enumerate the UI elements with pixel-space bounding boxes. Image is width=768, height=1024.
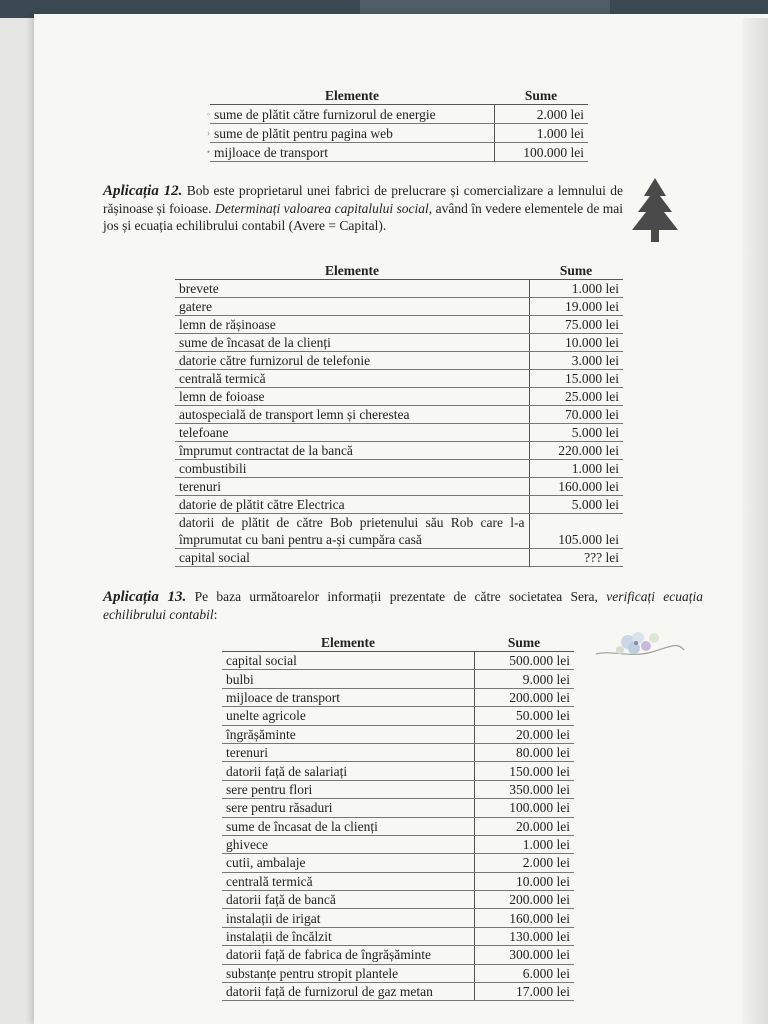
table-row	[200, 105, 588, 124]
table-cell-element: centrală termică	[175, 370, 529, 388]
table-row	[175, 280, 623, 298]
table-cell-element: cutii, ambalaje	[222, 854, 474, 872]
table-cell-element: unelte agricole	[222, 707, 474, 725]
table-cell-element: sere pentru flori	[222, 780, 474, 798]
table-row	[222, 909, 574, 927]
table-row	[222, 670, 574, 688]
table-cell-amount: 1.000 lei	[529, 280, 623, 298]
table-cell-element: mijloace de transport	[210, 143, 494, 162]
table-cell-element: terenuri	[175, 478, 529, 496]
table-cell-amount: 2.000 lei	[494, 105, 588, 124]
table-cell-amount: 160.000 lei	[529, 478, 623, 496]
table-cell-amount: 105.000 lei	[529, 514, 623, 549]
table-row	[222, 872, 574, 890]
application-13-body-end: :	[213, 607, 218, 622]
table-cell-element: combustibili	[175, 460, 529, 478]
table-cell-amount: 10.000 lei	[529, 334, 623, 352]
col-header-elemente: Elemente	[210, 87, 494, 105]
table-cell-element: terenuri	[222, 743, 474, 761]
col-header-elemente: Elemente	[175, 262, 529, 280]
application-12-text	[103, 182, 623, 234]
table-cell-element: sere pentru răsaduri	[222, 799, 474, 817]
table-row	[175, 514, 623, 549]
table-cell-amount: 20.000 lei	[474, 817, 574, 835]
bullet-icon: ›	[207, 127, 210, 138]
table-row	[175, 478, 623, 496]
bullet-col-header	[200, 87, 210, 105]
table-row	[175, 442, 623, 460]
table-cell-amount: 200.000 lei	[474, 688, 574, 706]
table-cell-element: capital social	[222, 652, 474, 670]
table-row	[200, 143, 588, 162]
table-row	[175, 370, 623, 388]
table-cell-amount: 50.000 lei	[474, 707, 574, 725]
table-cell-amount: 150.000 lei	[474, 762, 574, 780]
table-row	[175, 406, 623, 424]
table-row	[175, 352, 623, 370]
table-row	[222, 652, 574, 670]
table-cell-amount: 1.000 lei	[529, 460, 623, 478]
table-cell-element: ghivece	[222, 835, 474, 853]
table-row	[222, 927, 574, 945]
table-cell-amount: 10.000 lei	[474, 872, 574, 890]
col-header-elemente: Elemente	[222, 634, 474, 652]
table-row	[175, 388, 623, 406]
table-row	[222, 817, 574, 835]
table-cell-amount: 130.000 lei	[474, 927, 574, 945]
table-cell-element: lemn de foioase	[175, 388, 529, 406]
table-cell-element: gatere	[175, 298, 529, 316]
table-cell-element: datorie de plătit către Electrica	[175, 496, 529, 514]
table-row	[175, 316, 623, 334]
table-cell-amount: 1.000 lei	[474, 835, 574, 853]
table-cell-element: instalații de încălzit	[222, 927, 474, 945]
application-13-text	[103, 588, 703, 623]
col-header-sume: Sume	[474, 634, 574, 652]
table-cell-element: bulbi	[222, 670, 474, 688]
application-12-label: Aplicația 12.	[103, 183, 183, 199]
table-cell-element: lemn de rășinoase	[175, 316, 529, 334]
table-cell-amount: 75.000 lei	[529, 316, 623, 334]
application-12-body-end: , având în vedere elementele de mai jos și ecuația echilibrului contabil (Avere = Capital).	[103, 201, 624, 233]
table-cell-amount: ??? lei	[529, 549, 623, 567]
pine-tree-icon	[620, 176, 690, 246]
application-13-label: Aplicația 13.	[103, 589, 187, 605]
table-row	[175, 549, 623, 567]
table-cell-amount: 350.000 lei	[474, 780, 574, 798]
table-cell-element: datorii față de fabrica de îngrășăminte	[222, 946, 474, 964]
table-cell-element: datorii față de salariați	[222, 762, 474, 780]
table-cell-element: telefoane	[175, 424, 529, 442]
table-row	[222, 743, 574, 761]
table-cell-amount: 9.000 lei	[474, 670, 574, 688]
application-12-body: Bob este proprietarul unei fabrici de prelucrare și comercializare a lemnului de rășinoase și foioase.	[103, 183, 623, 216]
application-13-body: Pe baza următoarelor informații prezentate de către societatea Sera,	[186, 589, 607, 604]
elements-table-1	[200, 87, 588, 162]
table-cell-element: sume de plătit pentru pagina web	[210, 124, 494, 143]
application-13-task: verificați ecuația echilibrului contabil	[103, 589, 703, 622]
table-cell-amount: 6.000 lei	[474, 964, 574, 982]
table-cell-element: datorie către furnizorul de telefonie	[175, 352, 529, 370]
table-cell-element: brevete	[175, 280, 529, 298]
table-cell-amount: 25.000 lei	[529, 388, 623, 406]
table-cell-amount: 80.000 lei	[474, 743, 574, 761]
table-cell-element: autospecială de transport lemn și cherestea	[175, 406, 529, 424]
table-cell-element: sume de plătit către furnizorul de energie	[210, 105, 494, 124]
table-cell-amount: 100.000 lei	[474, 799, 574, 817]
bullet-icon: •	[206, 146, 210, 157]
table-row	[222, 835, 574, 853]
table-row	[175, 496, 623, 514]
table-row	[200, 124, 588, 143]
table-row	[222, 964, 574, 982]
table-cell-element: mijloace de transport	[222, 688, 474, 706]
table-row	[222, 707, 574, 725]
table-cell-amount: 220.000 lei	[529, 442, 623, 460]
table-cell-element: împrumut contractat de la bancă	[175, 442, 529, 460]
table-row	[175, 460, 623, 478]
bullet-icon: ◦	[206, 108, 210, 119]
col-header-sume: Sume	[529, 262, 623, 280]
table-row	[175, 424, 623, 442]
table-cell-amount: 100.000 lei	[494, 143, 588, 162]
table-cell-element: datorii față de furnizorul de gaz metan	[222, 983, 474, 1001]
table-cell-element: substanțe pentru stropit plantele	[222, 964, 474, 982]
table-row	[222, 891, 574, 909]
table-row	[222, 983, 574, 1001]
col-header-sume: Sume	[494, 87, 588, 105]
table-cell-element: capital social	[175, 549, 529, 567]
table-cell-element: datorii de plătit de către Bob prietenului său Rob care l-a împrumutat cu bani pentru a-și cumpăra casă	[175, 514, 529, 549]
flower-decoration-icon	[592, 624, 688, 666]
application-12-task: Determinați valoarea capitalului social	[214, 201, 429, 216]
table-cell-amount: 3.000 lei	[529, 352, 623, 370]
table-row	[222, 725, 574, 743]
table-cell-amount: 19.000 lei	[529, 298, 623, 316]
table-row	[222, 799, 574, 817]
table-cell-element: datorii față de bancă	[222, 891, 474, 909]
table-cell-amount: 5.000 lei	[529, 496, 623, 514]
table-cell-element: sume de încasat de la clienți	[175, 334, 529, 352]
table-row	[222, 854, 574, 872]
table-cell-amount: 2.000 lei	[474, 854, 574, 872]
elements-table-3	[222, 634, 574, 1001]
table-cell-amount: 70.000 lei	[529, 406, 623, 424]
table-row	[175, 334, 623, 352]
table-cell-amount: 200.000 lei	[474, 891, 574, 909]
table-cell-amount: 300.000 lei	[474, 946, 574, 964]
table-cell-amount: 500.000 lei	[474, 652, 574, 670]
table-row	[222, 946, 574, 964]
table-cell-amount: 5.000 lei	[529, 424, 623, 442]
table-row	[222, 762, 574, 780]
page-edge-shadow	[742, 18, 768, 1024]
table-cell-element: îngrășăminte	[222, 725, 474, 743]
table-cell-amount: 20.000 lei	[474, 725, 574, 743]
table-cell-element: sume de încasat de la clienți	[222, 817, 474, 835]
table-cell-element: instalații de irigat	[222, 909, 474, 927]
table-cell-element: centrală termică	[222, 872, 474, 890]
table-row	[175, 298, 623, 316]
table-cell-amount: 17.000 lei	[474, 983, 574, 1001]
elements-table-2	[175, 262, 623, 567]
table-cell-amount: 1.000 lei	[494, 124, 588, 143]
table-cell-amount: 15.000 lei	[529, 370, 623, 388]
table-row	[222, 780, 574, 798]
table-row	[222, 688, 574, 706]
table-cell-amount: 160.000 lei	[474, 909, 574, 927]
